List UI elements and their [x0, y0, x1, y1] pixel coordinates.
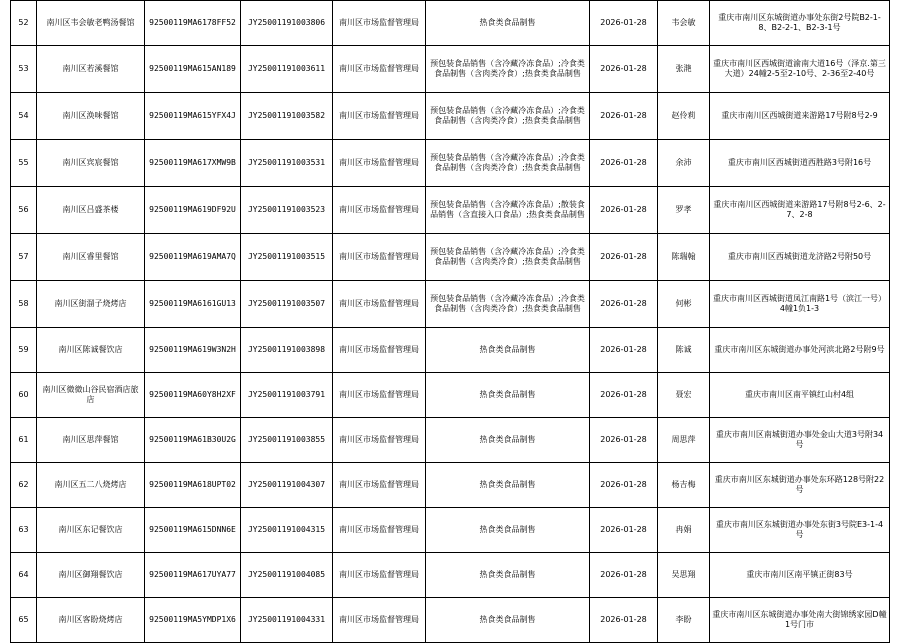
cell-license-number: JY25001191003531 [241, 140, 333, 187]
cell-issuing-authority: 南川区市场监督管理局 [333, 553, 426, 598]
cell-address: 重庆市南川区南平镇正街83号 [710, 553, 890, 598]
cell-person: 聂宏 [658, 373, 710, 418]
cell-date: 2026-01-28 [590, 140, 658, 187]
cell-address: 重庆市南川区西城街道渝南大道16号（泽京.第三大道）24幢2-5至2-10号、2-36至2-40号 [710, 46, 890, 93]
table-row [11, 1, 890, 46]
table-row [11, 598, 890, 643]
cell-business-scope: 热食类食品制售 [426, 328, 590, 373]
cell-no: 53 [11, 46, 37, 93]
table-row [11, 373, 890, 418]
cell-business-name: 南川区五二八烧烤店 [37, 463, 145, 508]
cell-business-scope: 预包装食品销售（含冷藏冷冻食品）;冷食类食品制售（含肉类冷食）;热食类食品制售 [426, 140, 590, 187]
cell-credit-code: 92500119MA6178FF52 [145, 1, 241, 46]
cell-business-scope: 预包装食品销售（含冷藏冷冻食品）;冷食类食品制售（含肉类冷食）;热食类食品制售 [426, 46, 590, 93]
cell-date: 2026-01-28 [590, 93, 658, 140]
cell-credit-code: 92500119MA615AN189 [145, 46, 241, 93]
cell-date: 2026-01-28 [590, 373, 658, 418]
cell-issuing-authority: 南川区市场监督管理局 [333, 234, 426, 281]
cell-credit-code: 92500119MA615YFX4J [145, 93, 241, 140]
cell-business-name: 南川区御翔餐饮店 [37, 553, 145, 598]
cell-issuing-authority: 南川区市场监督管理局 [333, 373, 426, 418]
cell-business-scope: 预包装食品销售（含冷藏冷冻食品）;冷食类食品制售（含肉类冷食）;热食类食品制售 [426, 93, 590, 140]
cell-no: 64 [11, 553, 37, 598]
cell-no: 54 [11, 93, 37, 140]
cell-date: 2026-01-28 [590, 281, 658, 328]
cell-business-scope: 预包装食品销售（含冷藏冷冻食品）;散装食品销售（含直接入口食品）;热食类食品制售 [426, 187, 590, 234]
cell-date: 2026-01-28 [590, 1, 658, 46]
cell-license-number: JY25001191004085 [241, 553, 333, 598]
cell-issuing-authority: 南川区市场监督管理局 [333, 418, 426, 463]
cell-business-name: 南川区若溪餐馆 [37, 46, 145, 93]
table-row [11, 553, 890, 598]
cell-business-scope: 热食类食品制售 [426, 553, 590, 598]
cell-person: 吴思翔 [658, 553, 710, 598]
cell-credit-code: 92500119MA60Y8H2XF [145, 373, 241, 418]
cell-address: 重庆市南川区西城街道来游路17号附8号2-6、2-7、2-8 [710, 187, 890, 234]
table-row [11, 187, 890, 234]
cell-no: 65 [11, 598, 37, 643]
cell-person: 余沛 [658, 140, 710, 187]
cell-business-scope: 热食类食品制售 [426, 508, 590, 553]
table-row [11, 328, 890, 373]
cell-person: 韦会敏 [658, 1, 710, 46]
cell-date: 2026-01-28 [590, 598, 658, 643]
cell-person: 何彬 [658, 281, 710, 328]
table-row [11, 93, 890, 140]
cell-person: 周思萍 [658, 418, 710, 463]
cell-license-number: JY25001191004331 [241, 598, 333, 643]
cell-credit-code: 92500119MA618UPT02 [145, 463, 241, 508]
cell-person: 赵伶莉 [658, 93, 710, 140]
cell-business-name: 南川区吕盛茶楼 [37, 187, 145, 234]
cell-issuing-authority: 南川区市场监督管理局 [333, 508, 426, 553]
cell-address: 重庆市南川区西城街道来游路17号附8号2-9 [710, 93, 890, 140]
cell-no: 57 [11, 234, 37, 281]
table-row [11, 463, 890, 508]
cell-license-number: JY25001191003582 [241, 93, 333, 140]
cell-business-scope: 预包装食品销售（含冷藏冷冻食品）;冷食类食品制售（含肉类冷食）;热食类食品制售 [426, 234, 590, 281]
cell-credit-code: 92500119MA5YMDP1X6 [145, 598, 241, 643]
cell-address: 重庆市南川区东城街道办事处东街3号院E3-1-4号 [710, 508, 890, 553]
cell-license-number: JY25001191003806 [241, 1, 333, 46]
cell-no: 56 [11, 187, 37, 234]
cell-business-name: 南川区宾宸餐馆 [37, 140, 145, 187]
cell-credit-code: 92500119MA617UYA77 [145, 553, 241, 598]
cell-address: 重庆市南川区西城街道西胜路3号附16号 [710, 140, 890, 187]
cell-address: 重庆市南川区西城街道凤江南路1号（滨江一号）4幢1负1-3 [710, 281, 890, 328]
cell-business-name: 南川区微微山谷民宿酒店旅店 [37, 373, 145, 418]
cell-no: 62 [11, 463, 37, 508]
cell-address: 重庆市南川区西城街道龙济路2号附50号 [710, 234, 890, 281]
cell-person: 李盼 [658, 598, 710, 643]
cell-license-number: JY25001191003898 [241, 328, 333, 373]
table-row [11, 46, 890, 93]
cell-business-scope: 热食类食品制售 [426, 1, 590, 46]
cell-license-number: JY25001191003611 [241, 46, 333, 93]
cell-address: 重庆市南川区南平镇红山村4组 [710, 373, 890, 418]
cell-issuing-authority: 南川区市场监督管理局 [333, 281, 426, 328]
cell-address: 重庆市南川区东城街道办事处河滨北路2号附9号 [710, 328, 890, 373]
cell-issuing-authority: 南川区市场监督管理局 [333, 1, 426, 46]
cell-person: 罗孝 [658, 187, 710, 234]
cell-business-scope: 预包装食品销售（含冷藏冷冻食品）;冷食类食品制售（含肉类冷食）;热食类食品制售 [426, 281, 590, 328]
cell-person: 杨吉梅 [658, 463, 710, 508]
cell-date: 2026-01-28 [590, 553, 658, 598]
cell-credit-code: 92500119MA615DNN6E [145, 508, 241, 553]
cell-credit-code: 92500119MA617XMW9B [145, 140, 241, 187]
cell-credit-code: 92500119MA61B30U2G [145, 418, 241, 463]
cell-license-number: JY25001191004315 [241, 508, 333, 553]
cell-issuing-authority: 南川区市场监督管理局 [333, 140, 426, 187]
cell-business-name: 南川区韦会敏老鸭汤餐馆 [37, 1, 145, 46]
cell-business-name: 南川区客盼烧烤店 [37, 598, 145, 643]
cell-business-name: 南川区涣味餐馆 [37, 93, 145, 140]
cell-issuing-authority: 南川区市场监督管理局 [333, 187, 426, 234]
cell-address: 重庆市南川区东城街道办事处东街2号院B2-1-8、B2-2-1、B2-3-1号 [710, 1, 890, 46]
cell-credit-code: 92500119MA619W3N2H [145, 328, 241, 373]
cell-issuing-authority: 南川区市场监督管理局 [333, 328, 426, 373]
cell-issuing-authority: 南川区市场监督管理局 [333, 46, 426, 93]
table-row [11, 140, 890, 187]
cell-credit-code: 92500119MA619AMA7Q [145, 234, 241, 281]
cell-license-number: JY25001191003855 [241, 418, 333, 463]
cell-business-name: 南川区陈诚餐饮店 [37, 328, 145, 373]
cell-license-number: JY25001191003791 [241, 373, 333, 418]
cell-business-name: 南川区思萍餐馆 [37, 418, 145, 463]
cell-no: 55 [11, 140, 37, 187]
cell-business-scope: 热食类食品制售 [426, 373, 590, 418]
cell-no: 52 [11, 1, 37, 46]
cell-issuing-authority: 南川区市场监督管理局 [333, 463, 426, 508]
cell-date: 2026-01-28 [590, 508, 658, 553]
table-row [11, 234, 890, 281]
cell-person: 张滟 [658, 46, 710, 93]
cell-issuing-authority: 南川区市场监督管理局 [333, 93, 426, 140]
cell-person: 陈诚 [658, 328, 710, 373]
cell-date: 2026-01-28 [590, 46, 658, 93]
license-table [10, 0, 890, 643]
cell-date: 2026-01-28 [590, 234, 658, 281]
cell-license-number: JY25001191003515 [241, 234, 333, 281]
cell-no: 63 [11, 508, 37, 553]
cell-no: 61 [11, 418, 37, 463]
cell-business-name: 南川区街溜子烧烤店 [37, 281, 145, 328]
cell-license-number: JY25001191003507 [241, 281, 333, 328]
cell-address: 重庆市南川区南城街道办事处金山大道3号附34号 [710, 418, 890, 463]
cell-business-scope: 热食类食品制售 [426, 418, 590, 463]
cell-credit-code: 92500119MA6161GU13 [145, 281, 241, 328]
cell-date: 2026-01-28 [590, 328, 658, 373]
cell-business-name: 南川区东记餐饮店 [37, 508, 145, 553]
cell-date: 2026-01-28 [590, 418, 658, 463]
cell-address: 重庆市南川区东城街道办事处东环路128号附22号 [710, 463, 890, 508]
table-row [11, 508, 890, 553]
cell-business-scope: 热食类食品制售 [426, 463, 590, 508]
table-body [11, 1, 890, 643]
cell-date: 2026-01-28 [590, 187, 658, 234]
cell-date: 2026-01-28 [590, 463, 658, 508]
table-row [11, 418, 890, 463]
cell-credit-code: 92500119MA619DF92U [145, 187, 241, 234]
cell-person: 冉娟 [658, 508, 710, 553]
cell-issuing-authority: 南川区市场监督管理局 [333, 598, 426, 643]
cell-no: 59 [11, 328, 37, 373]
cell-no: 58 [11, 281, 37, 328]
cell-business-name: 南川区睿里餐馆 [37, 234, 145, 281]
table-row [11, 281, 890, 328]
cell-business-scope: 热食类食品制售 [426, 598, 590, 643]
cell-no: 60 [11, 373, 37, 418]
cell-person: 陈瑞翰 [658, 234, 710, 281]
cell-license-number: JY25001191004307 [241, 463, 333, 508]
cell-address: 重庆市南川区东城街道办事处南大街锦绣家园D幢1号门市 [710, 598, 890, 643]
cell-license-number: JY25001191003523 [241, 187, 333, 234]
